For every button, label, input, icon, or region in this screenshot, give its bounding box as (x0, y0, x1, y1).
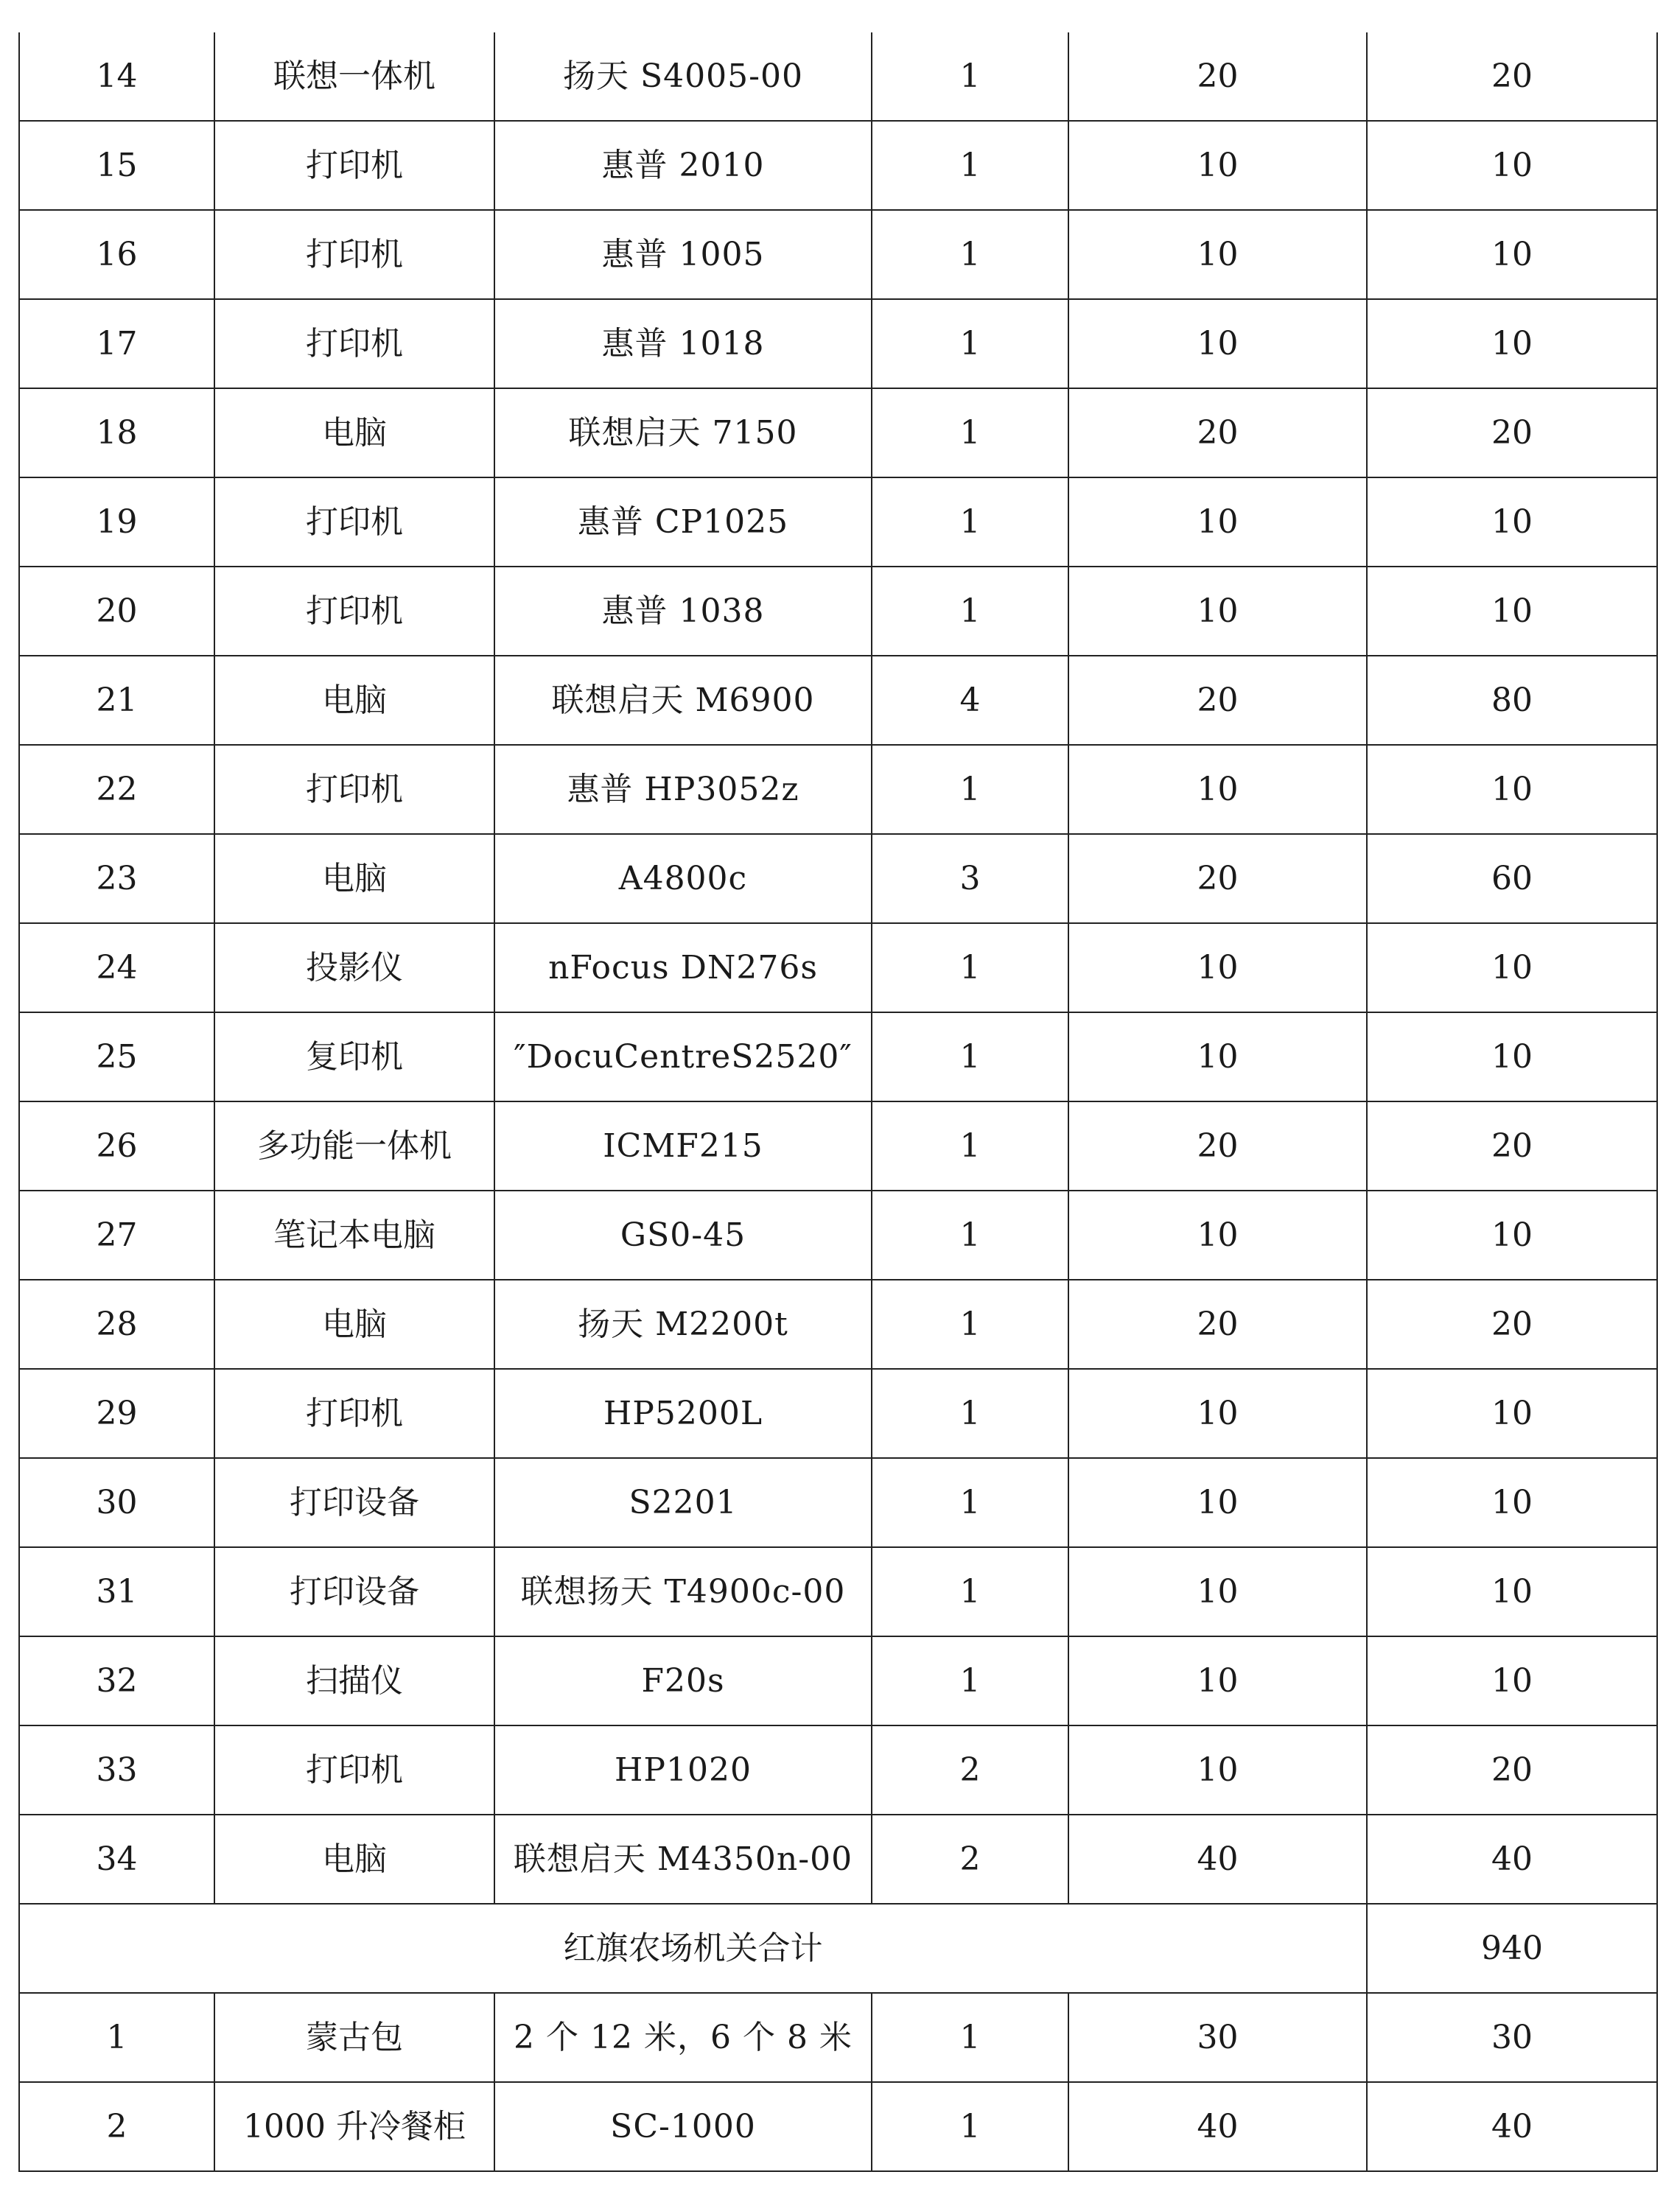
table-row (19, 210, 1657, 299)
item-name-cell: 扫描仪 (214, 1636, 494, 1725)
row-number-cell: 30 (19, 1458, 214, 1547)
total-value-cell: 10 (1367, 1191, 1657, 1280)
model-cell: 扬天 S4005-00 (494, 32, 872, 121)
total-value-cell: 40 (1367, 1815, 1657, 1904)
unit-value-cell: 20 (1068, 834, 1367, 923)
model-cell: 联想启天 M6900 (494, 656, 872, 745)
total-value-cell: 10 (1367, 299, 1657, 388)
item-name-cell: 打印机 (214, 121, 494, 210)
table-row (19, 1547, 1657, 1636)
quantity-cell: 4 (872, 656, 1068, 745)
quantity-cell: 2 (872, 1815, 1068, 1904)
model-cell: ICMF215 (494, 1101, 872, 1191)
unit-value-cell: 10 (1068, 567, 1367, 656)
unit-value-cell: 10 (1068, 1636, 1367, 1725)
subtotal-row (19, 1904, 1657, 1993)
table-row (19, 923, 1657, 1012)
total-value-cell: 80 (1367, 656, 1657, 745)
table-row (19, 1280, 1657, 1369)
table-row (19, 567, 1657, 656)
table-row (19, 1012, 1657, 1101)
total-value-cell: 10 (1367, 567, 1657, 656)
model-cell: ″DocuCentreS2520″ (494, 1012, 872, 1101)
unit-value-cell: 10 (1068, 1369, 1367, 1458)
item-name-cell: 电脑 (214, 656, 494, 745)
quantity-cell: 1 (872, 388, 1068, 477)
total-value-cell: 10 (1367, 1458, 1657, 1547)
total-value-cell: 40 (1367, 2082, 1657, 2171)
row-number-cell: 19 (19, 477, 214, 567)
table-row (19, 477, 1657, 567)
row-number-cell: 28 (19, 1280, 214, 1369)
model-cell: 联想扬天 T4900c-00 (494, 1547, 872, 1636)
row-number-cell: 2 (19, 2082, 214, 2171)
table-row (19, 1636, 1657, 1725)
total-value-cell: 10 (1367, 210, 1657, 299)
row-number-cell: 34 (19, 1815, 214, 1904)
item-name-cell: 打印设备 (214, 1547, 494, 1636)
model-cell: 联想启天 M4350n-00 (494, 1815, 872, 1904)
quantity-cell: 3 (872, 834, 1068, 923)
quantity-cell: 1 (872, 1458, 1068, 1547)
model-cell: 2 个 12 米，6 个 8 米 (494, 1993, 872, 2082)
item-name-cell: 电脑 (214, 834, 494, 923)
subtotal-label: 红旗农场机关合计 (19, 1904, 1367, 1993)
row-number-cell: 31 (19, 1547, 214, 1636)
quantity-cell: 1 (872, 121, 1068, 210)
quantity-cell: 1 (872, 32, 1068, 121)
row-number-cell: 18 (19, 388, 214, 477)
model-cell: 惠普 CP1025 (494, 477, 872, 567)
quantity-cell: 1 (872, 299, 1068, 388)
item-name-cell: 打印机 (214, 299, 494, 388)
unit-value-cell: 10 (1068, 1012, 1367, 1101)
total-value-cell: 10 (1367, 923, 1657, 1012)
table-row (19, 1725, 1657, 1815)
quantity-cell: 2 (872, 1725, 1068, 1815)
table-row (19, 745, 1657, 834)
unit-value-cell: 10 (1068, 210, 1367, 299)
total-value-cell: 60 (1367, 834, 1657, 923)
unit-value-cell: 10 (1068, 1458, 1367, 1547)
total-value-cell: 10 (1367, 1012, 1657, 1101)
table-row (19, 388, 1657, 477)
model-cell: nFocus DN276s (494, 923, 872, 1012)
table-row (19, 1815, 1657, 1904)
unit-value-cell: 10 (1068, 745, 1367, 834)
unit-value-cell: 20 (1068, 1280, 1367, 1369)
row-number-cell: 15 (19, 121, 214, 210)
total-value-cell: 20 (1367, 32, 1657, 121)
subtotal-value: 940 (1367, 1904, 1657, 1993)
total-value-cell: 10 (1367, 477, 1657, 567)
table-row (19, 834, 1657, 923)
row-number-cell: 14 (19, 32, 214, 121)
model-cell: 惠普 2010 (494, 121, 872, 210)
item-name-cell: 1000 升冷餐柜 (214, 2082, 494, 2171)
total-value-cell: 20 (1367, 1101, 1657, 1191)
total-value-cell: 10 (1367, 121, 1657, 210)
quantity-cell: 1 (872, 2082, 1068, 2171)
total-value-cell: 20 (1367, 1725, 1657, 1815)
item-name-cell: 投影仪 (214, 923, 494, 1012)
row-number-cell: 26 (19, 1101, 214, 1191)
table-row (19, 656, 1657, 745)
asset-table (18, 32, 1658, 2172)
total-value-cell: 10 (1367, 1547, 1657, 1636)
quantity-cell: 1 (872, 567, 1068, 656)
table-row (19, 1191, 1657, 1280)
row-number-cell: 33 (19, 1725, 214, 1815)
unit-value-cell: 40 (1068, 1815, 1367, 1904)
item-name-cell: 打印机 (214, 567, 494, 656)
unit-value-cell: 20 (1068, 1101, 1367, 1191)
model-cell: GS0-45 (494, 1191, 872, 1280)
quantity-cell: 1 (872, 1280, 1068, 1369)
quantity-cell: 1 (872, 477, 1068, 567)
table-row (19, 1993, 1657, 2082)
item-name-cell: 打印机 (214, 1369, 494, 1458)
total-value-cell: 20 (1367, 388, 1657, 477)
item-name-cell: 多功能一体机 (214, 1101, 494, 1191)
row-number-cell: 29 (19, 1369, 214, 1458)
row-number-cell: 21 (19, 656, 214, 745)
item-name-cell: 打印机 (214, 1725, 494, 1815)
row-number-cell: 1 (19, 1993, 214, 2082)
model-cell: F20s (494, 1636, 872, 1725)
quantity-cell: 1 (872, 1636, 1068, 1725)
table-row (19, 1369, 1657, 1458)
model-cell: HP1020 (494, 1725, 872, 1815)
unit-value-cell: 20 (1068, 32, 1367, 121)
item-name-cell: 打印机 (214, 477, 494, 567)
unit-value-cell: 10 (1068, 1725, 1367, 1815)
item-name-cell: 复印机 (214, 1012, 494, 1101)
model-cell: SC-1000 (494, 2082, 872, 2171)
model-cell: 惠普 HP3052z (494, 745, 872, 834)
item-name-cell: 联想一体机 (214, 32, 494, 121)
row-number-cell: 24 (19, 923, 214, 1012)
item-name-cell: 电脑 (214, 388, 494, 477)
item-name-cell: 笔记本电脑 (214, 1191, 494, 1280)
table-row (19, 299, 1657, 388)
unit-value-cell: 10 (1068, 299, 1367, 388)
quantity-cell: 1 (872, 1993, 1068, 2082)
item-name-cell: 打印机 (214, 210, 494, 299)
table-row (19, 1101, 1657, 1191)
quantity-cell: 1 (872, 210, 1068, 299)
unit-value-cell: 10 (1068, 1191, 1367, 1280)
unit-value-cell: 10 (1068, 1547, 1367, 1636)
total-value-cell: 10 (1367, 745, 1657, 834)
item-name-cell: 蒙古包 (214, 1993, 494, 2082)
quantity-cell: 1 (872, 923, 1068, 1012)
model-cell: 惠普 1018 (494, 299, 872, 388)
table-row (19, 1458, 1657, 1547)
unit-value-cell: 30 (1068, 1993, 1367, 2082)
unit-value-cell: 10 (1068, 477, 1367, 567)
table-row (19, 2082, 1657, 2171)
unit-value-cell: 20 (1068, 656, 1367, 745)
unit-value-cell: 10 (1068, 121, 1367, 210)
model-cell: 惠普 1005 (494, 210, 872, 299)
row-number-cell: 32 (19, 1636, 214, 1725)
item-name-cell: 电脑 (214, 1815, 494, 1904)
model-cell: 扬天 M2200t (494, 1280, 872, 1369)
item-name-cell: 电脑 (214, 1280, 494, 1369)
unit-value-cell: 10 (1068, 923, 1367, 1012)
item-name-cell: 打印设备 (214, 1458, 494, 1547)
item-name-cell: 打印机 (214, 745, 494, 834)
asset-table-body (19, 32, 1657, 2171)
table-row (19, 32, 1657, 121)
total-value-cell: 10 (1367, 1369, 1657, 1458)
row-number-cell: 22 (19, 745, 214, 834)
quantity-cell: 1 (872, 1547, 1068, 1636)
quantity-cell: 1 (872, 1369, 1068, 1458)
unit-value-cell: 20 (1068, 388, 1367, 477)
quantity-cell: 1 (872, 745, 1068, 834)
table-row (19, 121, 1657, 210)
row-number-cell: 16 (19, 210, 214, 299)
quantity-cell: 1 (872, 1191, 1068, 1280)
model-cell: 惠普 1038 (494, 567, 872, 656)
unit-value-cell: 40 (1068, 2082, 1367, 2171)
row-number-cell: 17 (19, 299, 214, 388)
quantity-cell: 1 (872, 1012, 1068, 1101)
row-number-cell: 20 (19, 567, 214, 656)
model-cell: S2201 (494, 1458, 872, 1547)
total-value-cell: 30 (1367, 1993, 1657, 2082)
model-cell: A4800c (494, 834, 872, 923)
row-number-cell: 25 (19, 1012, 214, 1101)
quantity-cell: 1 (872, 1101, 1068, 1191)
total-value-cell: 20 (1367, 1280, 1657, 1369)
total-value-cell: 10 (1367, 1636, 1657, 1725)
model-cell: HP5200L (494, 1369, 872, 1458)
model-cell: 联想启天 7150 (494, 388, 872, 477)
row-number-cell: 27 (19, 1191, 214, 1280)
row-number-cell: 23 (19, 834, 214, 923)
